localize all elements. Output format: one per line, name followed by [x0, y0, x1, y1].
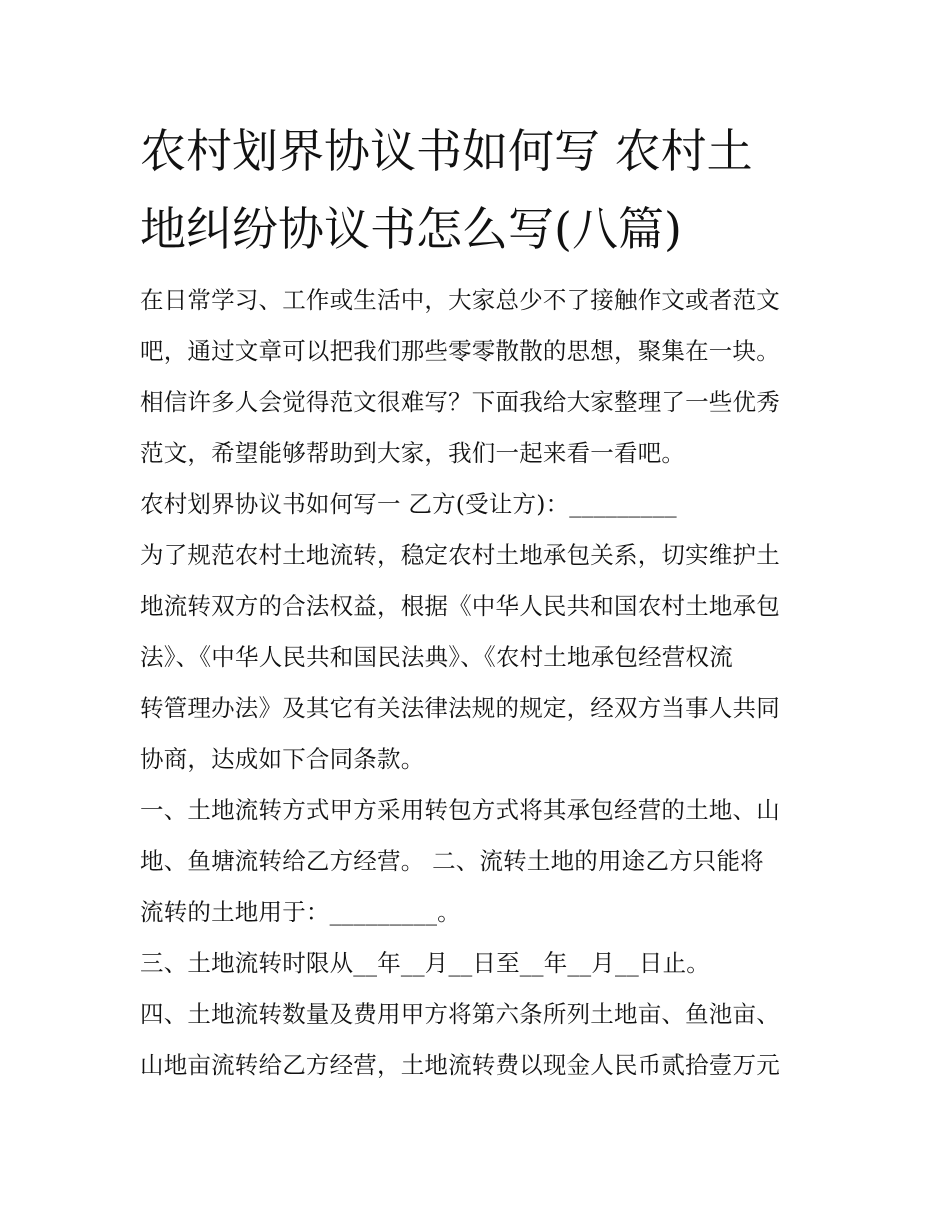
clause-line: 一、土地流转方式甲方采用转包方式将其承包经营的土地、山 — [140, 796, 780, 824]
title-line: 农村划界协议书如何写 农村土 — [140, 124, 753, 178]
clause-line: 地、鱼塘流转给乙方经营。 二、流转土地的用途乙方只能将 — [140, 847, 764, 875]
body-line: 为了规范农村土地流转，稳定农村土地承包关系，切实维护土 — [140, 541, 780, 569]
document-body — [140, 275, 830, 1091]
clause-line: 三、土地流转时限从__年__月__日至__年__月__日止。 — [140, 949, 710, 977]
body-line: 地流转双方的合法权益，根据《中华人民共和国农村土地承包 — [140, 592, 780, 620]
body-line: 法》、《中华人民共和国民法典》、《农村土地承包经营权流 — [140, 643, 733, 671]
body-line: 相信许多人会觉得范文很难写？下面我给大家整理了一些优秀 — [140, 388, 780, 416]
body-line: 范文，希望能够帮助到大家，我们一起来看一看吧。 — [140, 439, 686, 467]
section-heading-line: 农村划界协议书如何写一 乙方(受让方)：_________ — [140, 490, 677, 518]
document-title — [140, 112, 830, 268]
clause-line: 四、土地流转数量及费用甲方将第六条所列土地亩、鱼池亩、 — [140, 1000, 780, 1028]
body-line: 转管理办法》及其它有关法律法规的规定，经双方当事人共同 — [140, 694, 780, 722]
body-line: 协商，达成如下合同条款。 — [140, 745, 425, 773]
clause-line: 山地亩流转给乙方经营，土地流转费以现金人民币贰拾壹万元 — [140, 1051, 780, 1079]
clause-line: 流转的土地用于：_________。 — [140, 898, 461, 926]
body-line: 在日常学习、工作或生活中，大家总少不了接触作文或者范文 — [140, 286, 780, 314]
body-line: 吧，通过文章可以把我们那些零零散散的思想，聚集在一块。 — [140, 337, 780, 365]
title-line: 地纠纷协议书怎么写(八篇) — [140, 202, 682, 256]
